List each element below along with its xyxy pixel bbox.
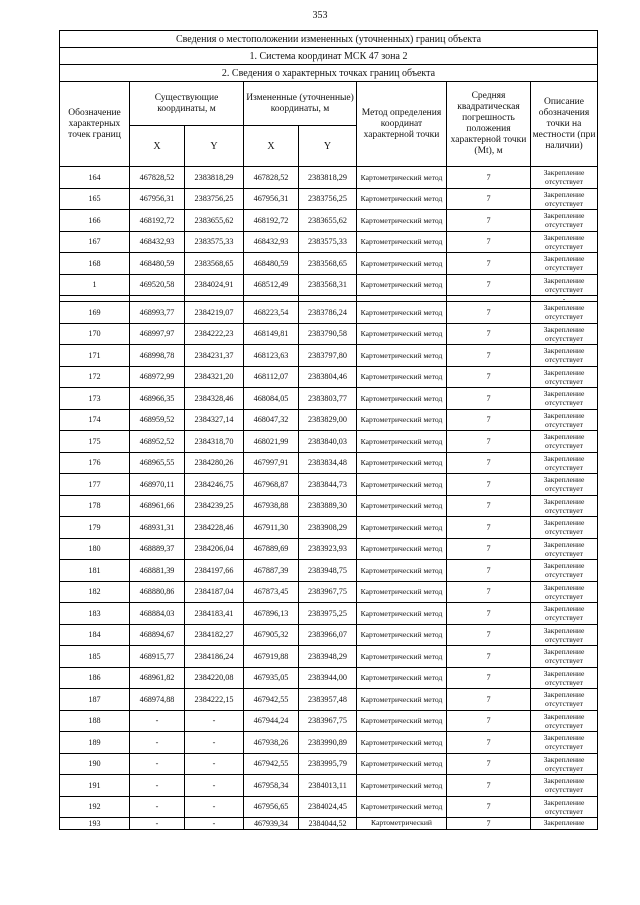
existing-y-cell: 2383818,29 (185, 167, 244, 189)
changed-y-cell: 2384044,52 (299, 818, 357, 830)
accuracy-cell: 7 (447, 274, 531, 296)
method-cell: Картометрический метод (357, 231, 447, 253)
col-header-accuracy: Средняя квадратическая погрешность положения характерной точки (Mt), м (447, 82, 531, 167)
method-cell: Картометрический метод (357, 302, 447, 324)
description-cell: Закрепление (531, 818, 598, 830)
table-row (60, 646, 598, 668)
table-row (60, 818, 598, 830)
accuracy-cell: 7 (447, 689, 531, 711)
table-row (60, 560, 598, 582)
description-cell: Закрепление отсутствует (531, 274, 598, 296)
existing-x-cell: 468972,99 (130, 366, 185, 388)
changed-x-cell: 467942,55 (244, 753, 299, 775)
point-number-cell: 181 (60, 560, 130, 582)
changed-y-cell: 2383803,77 (299, 388, 357, 410)
changed-x-cell: 468223,54 (244, 302, 299, 324)
existing-x-cell: 468931,31 (130, 517, 185, 539)
changed-y-cell: 2383889,30 (299, 495, 357, 517)
accuracy-cell: 7 (447, 302, 531, 324)
method-cell: Картометрический метод (357, 538, 447, 560)
accuracy-cell: 7 (447, 624, 531, 646)
table-title: Сведения о местоположении измененных (уточненных) границ объекта (60, 31, 598, 48)
description-cell: Закрепление отсутствует (531, 323, 598, 345)
changed-x-cell: 468123,63 (244, 345, 299, 367)
changed-x-cell: 467889,69 (244, 538, 299, 560)
existing-y-cell: - (185, 775, 244, 797)
point-number-cell: 167 (60, 231, 130, 253)
table-row (60, 753, 598, 775)
changed-x-cell: 468192,72 (244, 210, 299, 232)
changed-y-cell: 2383948,75 (299, 560, 357, 582)
point-number-cell: 192 (60, 796, 130, 818)
point-number-cell: 182 (60, 581, 130, 603)
method-cell: Картометрический метод (357, 710, 447, 732)
col-header-designation: Обозначение характерных точек границ (60, 82, 130, 167)
point-number-cell: 168 (60, 253, 130, 275)
existing-y-cell: - (185, 818, 244, 830)
point-number-cell: 173 (60, 388, 130, 410)
accuracy-cell: 7 (447, 323, 531, 345)
changed-y-cell: 2383990,89 (299, 732, 357, 754)
accuracy-cell: 7 (447, 495, 531, 517)
existing-x-cell: 468970,11 (130, 474, 185, 496)
changed-y-cell: 2383786,24 (299, 302, 357, 324)
description-cell: Закрепление отсутствует (531, 646, 598, 668)
col-header-existing-x: X (130, 126, 185, 167)
existing-y-cell: 2384246,75 (185, 474, 244, 496)
method-cell: Картометрический метод (357, 581, 447, 603)
accuracy-cell: 7 (447, 796, 531, 818)
existing-y-cell: 2384231,37 (185, 345, 244, 367)
col-header-changed-y: Y (299, 126, 357, 167)
accuracy-cell: 7 (447, 388, 531, 410)
point-number-cell: 193 (60, 818, 130, 830)
point-number-cell: 180 (60, 538, 130, 560)
existing-y-cell: 2384327,14 (185, 409, 244, 431)
existing-y-cell: 2384280,26 (185, 452, 244, 474)
description-cell: Закрепление отсутствует (531, 388, 598, 410)
table-row (60, 431, 598, 453)
changed-y-cell: 2383655,62 (299, 210, 357, 232)
point-number-cell: 166 (60, 210, 130, 232)
changed-y-cell: 2383967,75 (299, 581, 357, 603)
existing-x-cell: 468952,52 (130, 431, 185, 453)
point-number-cell: 169 (60, 302, 130, 324)
existing-x-cell: 468894,67 (130, 624, 185, 646)
point-number-cell: 189 (60, 732, 130, 754)
existing-x-cell: 468915,77 (130, 646, 185, 668)
accuracy-cell: 7 (447, 710, 531, 732)
description-cell: Закрепление отсутствует (531, 689, 598, 711)
point-number-cell: 171 (60, 345, 130, 367)
changed-x-cell: 467938,88 (244, 495, 299, 517)
existing-x-cell: - (130, 818, 185, 830)
method-cell: Картометрический метод (357, 732, 447, 754)
existing-x-cell: 468192,72 (130, 210, 185, 232)
description-cell: Закрепление отсутствует (531, 581, 598, 603)
existing-y-cell: - (185, 796, 244, 818)
table-row (60, 603, 598, 625)
method-cell: Картометрический метод (357, 667, 447, 689)
changed-y-cell: 2383975,25 (299, 603, 357, 625)
col-header-method: Метод определения координат характерной точки (357, 82, 447, 167)
table-row (60, 302, 598, 324)
existing-x-cell: 468974,88 (130, 689, 185, 711)
table-row (60, 188, 598, 210)
description-cell: Закрепление отсутствует (531, 517, 598, 539)
existing-y-cell: 2383575,33 (185, 231, 244, 253)
changed-y-cell: 2383818,29 (299, 167, 357, 189)
existing-y-cell: 2384219,07 (185, 302, 244, 324)
description-cell: Закрепление отсутствует (531, 474, 598, 496)
method-cell: Картометрический метод (357, 409, 447, 431)
method-cell: Картометрический метод (357, 452, 447, 474)
method-cell: Картометрический метод (357, 210, 447, 232)
description-cell: Закрепление отсутствует (531, 667, 598, 689)
description-cell: Закрепление отсутствует (531, 188, 598, 210)
existing-y-cell: - (185, 732, 244, 754)
table-row (60, 388, 598, 410)
point-number-cell: 186 (60, 667, 130, 689)
description-cell: Закрепление отсутствует (531, 345, 598, 367)
col-header-existing: Существующие координаты, м (130, 82, 244, 126)
accuracy-cell: 7 (447, 253, 531, 275)
changed-x-cell: 468047,32 (244, 409, 299, 431)
existing-x-cell: 468889,37 (130, 538, 185, 560)
changed-y-cell: 2383575,33 (299, 231, 357, 253)
changed-y-cell: 2383834,48 (299, 452, 357, 474)
point-number-cell: 183 (60, 603, 130, 625)
existing-y-cell: - (185, 753, 244, 775)
coordinate-system-caption: 1. Система координат МСК 47 зона 2 (60, 48, 598, 65)
table-row (60, 517, 598, 539)
changed-x-cell: 467956,65 (244, 796, 299, 818)
point-number-cell: 1 (60, 274, 130, 296)
accuracy-cell: 7 (447, 581, 531, 603)
existing-x-cell: 468884,03 (130, 603, 185, 625)
changed-x-cell: 467919,88 (244, 646, 299, 668)
accuracy-cell: 7 (447, 753, 531, 775)
method-cell: Картометрический метод (357, 431, 447, 453)
method-cell: Картометрический метод (357, 366, 447, 388)
changed-x-cell: 468149,81 (244, 323, 299, 345)
method-cell: Картометрический метод (357, 775, 447, 797)
table-row (60, 474, 598, 496)
existing-x-cell: 467956,31 (130, 188, 185, 210)
accuracy-cell: 7 (447, 210, 531, 232)
changed-y-cell: 2383957,48 (299, 689, 357, 711)
changed-x-cell: 467905,32 (244, 624, 299, 646)
changed-x-cell: 467939,34 (244, 818, 299, 830)
description-cell: Закрепление отсутствует (531, 710, 598, 732)
description-cell: Закрепление отсутствует (531, 560, 598, 582)
description-cell: Закрепление отсутствует (531, 431, 598, 453)
table-row (60, 231, 598, 253)
boundary-points-table (59, 30, 598, 830)
table-row (60, 667, 598, 689)
description-cell: - (531, 296, 598, 302)
changed-y-cell: 2383804,46 (299, 366, 357, 388)
table-row (60, 796, 598, 818)
table-row (60, 689, 598, 711)
description-cell: Закрепление отсутствует (531, 253, 598, 275)
table-row (60, 452, 598, 474)
existing-y-cell: 2384182,27 (185, 624, 244, 646)
existing-y-cell: 2384222,15 (185, 689, 244, 711)
changed-y-cell: 2383840,03 (299, 431, 357, 453)
existing-x-cell: 468432,93 (130, 231, 185, 253)
changed-y-cell: 2383944,00 (299, 667, 357, 689)
table-row (60, 495, 598, 517)
point-number-cell: 178 (60, 495, 130, 517)
table-row (60, 210, 598, 232)
method-cell: Картометрический метод (357, 167, 447, 189)
existing-y-cell: 2383756,25 (185, 188, 244, 210)
method-cell: Картометрический метод (357, 517, 447, 539)
description-cell: Закрепление отсутствует (531, 775, 598, 797)
method-cell: Картометрический (357, 818, 447, 830)
description-cell: Закрепление отсутствует (531, 210, 598, 232)
existing-x-cell: 468959,52 (130, 409, 185, 431)
existing-y-cell: 2384183,41 (185, 603, 244, 625)
point-number-cell: 184 (60, 624, 130, 646)
existing-x-cell: 468881,39 (130, 560, 185, 582)
changed-y-cell: 2383829,00 (299, 409, 357, 431)
table-row (60, 409, 598, 431)
changed-x-cell: 467997,91 (244, 452, 299, 474)
accuracy-cell: 7 (447, 560, 531, 582)
existing-y-cell: 2384024,91 (185, 274, 244, 296)
changed-y-cell: 2383948,29 (299, 646, 357, 668)
table-row (60, 323, 598, 345)
table-row (60, 710, 598, 732)
changed-x-cell: 468084,05 (244, 388, 299, 410)
col-header-changed: Измененные (уточненные) координаты, м (244, 82, 357, 126)
points-section-caption: 2. Сведения о характерных точках границ объекта (60, 65, 598, 82)
description-cell: Закрепление отсутствует (531, 753, 598, 775)
method-cell: Картометрический метод (357, 253, 447, 275)
point-number-cell: 187 (60, 689, 130, 711)
changed-y-cell: 2383797,80 (299, 345, 357, 367)
existing-x-cell: 468880,86 (130, 581, 185, 603)
existing-x-cell: 468480,59 (130, 253, 185, 275)
point-number-cell: 165 (60, 188, 130, 210)
method-cell: Картометрический метод (357, 796, 447, 818)
existing-x-cell: 468961,66 (130, 495, 185, 517)
point-number-cell: 185 (60, 646, 130, 668)
existing-x-cell: 467828,52 (130, 167, 185, 189)
point-number-cell: 177 (60, 474, 130, 496)
table-row (60, 624, 598, 646)
existing-y-cell: 2384222,23 (185, 323, 244, 345)
existing-x-cell: 468997,97 (130, 323, 185, 345)
changed-x-cell: 468480,59 (244, 253, 299, 275)
col-header-description: Описание обозначения точки на местности (при наличии) (531, 82, 598, 167)
method-cell: Картометрический метод (357, 560, 447, 582)
accuracy-cell: 7 (447, 646, 531, 668)
method-cell: Картометрический метод (357, 495, 447, 517)
changed-y-cell: 2383995,79 (299, 753, 357, 775)
existing-y-cell: - (185, 710, 244, 732)
table-row (60, 167, 598, 189)
existing-x-cell: 468998,78 (130, 345, 185, 367)
accuracy-cell: 7 (447, 775, 531, 797)
point-number-cell: 175 (60, 431, 130, 453)
description-cell: Закрепление отсутствует (531, 796, 598, 818)
changed-x-cell: 468432,93 (244, 231, 299, 253)
changed-y-cell: 2384013,11 (299, 775, 357, 797)
existing-x-cell: - (130, 753, 185, 775)
method-cell: Картометрический метод (357, 624, 447, 646)
point-number-cell: 176 (60, 452, 130, 474)
accuracy-cell: 7 (447, 231, 531, 253)
accuracy-cell: 7 (447, 667, 531, 689)
description-cell: Закрепление отсутствует (531, 538, 598, 560)
method-cell: Картометрический метод (357, 646, 447, 668)
accuracy-cell: 7 (447, 452, 531, 474)
changed-x-cell: 467944,24 (244, 710, 299, 732)
page-number: 353 (312, 10, 328, 21)
method-cell: Картометрический метод (357, 188, 447, 210)
changed-x-cell: 468021,99 (244, 431, 299, 453)
table-row (60, 581, 598, 603)
existing-x-cell: - (130, 732, 185, 754)
existing-y-cell: 2384321,20 (185, 366, 244, 388)
description-cell: Закрепление отсутствует (531, 452, 598, 474)
existing-y-cell: 2384328,46 (185, 388, 244, 410)
method-cell: Картометрический метод (357, 274, 447, 296)
existing-x-cell: - (130, 775, 185, 797)
method-cell: Картометрический метод (357, 603, 447, 625)
changed-x-cell: 468512,49 (244, 274, 299, 296)
point-number-cell: 170 (60, 323, 130, 345)
method-cell: Картометрический метод (357, 474, 447, 496)
changed-y-cell: 2383790,58 (299, 323, 357, 345)
existing-y-cell: 2384197,66 (185, 560, 244, 582)
description-cell: Закрепление отсутствует (531, 409, 598, 431)
accuracy-cell: 7 (447, 474, 531, 496)
description-cell: Закрепление отсутствует (531, 603, 598, 625)
table-row (60, 538, 598, 560)
point-number-cell: 172 (60, 366, 130, 388)
changed-y-cell: 2383568,65 (299, 253, 357, 275)
changed-x-cell: 467956,31 (244, 188, 299, 210)
changed-x-cell: 467958,34 (244, 775, 299, 797)
accuracy-cell: 7 (447, 345, 531, 367)
changed-y-cell: 2383756,25 (299, 188, 357, 210)
col-header-changed-x: X (244, 126, 299, 167)
changed-x-cell: 467938,26 (244, 732, 299, 754)
point-number-cell: 190 (60, 753, 130, 775)
changed-x-cell: 467911,30 (244, 517, 299, 539)
changed-y-cell: 2383844,73 (299, 474, 357, 496)
table-row (60, 366, 598, 388)
changed-x-cell: 467896,13 (244, 603, 299, 625)
accuracy-cell: 7 (447, 732, 531, 754)
existing-x-cell: - (130, 710, 185, 732)
changed-x-cell: 467968,87 (244, 474, 299, 496)
description-cell: Закрепление отсутствует (531, 231, 598, 253)
method-cell: Картометрический метод (357, 689, 447, 711)
existing-x-cell: 468961,82 (130, 667, 185, 689)
changed-y-cell: 2383923,93 (299, 538, 357, 560)
existing-x-cell: 468966,35 (130, 388, 185, 410)
changed-x-cell: 467942,55 (244, 689, 299, 711)
changed-x-cell: 467935,05 (244, 667, 299, 689)
changed-x-cell: 467828,52 (244, 167, 299, 189)
existing-x-cell: 468965,55 (130, 452, 185, 474)
changed-x-cell: 468112,07 (244, 366, 299, 388)
table-row (60, 732, 598, 754)
accuracy-cell: 7 (447, 167, 531, 189)
point-number-cell: 188 (60, 710, 130, 732)
existing-y-cell: 2384318,70 (185, 431, 244, 453)
existing-y-cell: 2384187,04 (185, 581, 244, 603)
method-cell: Картометрический метод (357, 388, 447, 410)
accuracy-cell: 7 (447, 538, 531, 560)
changed-y-cell: 2383908,29 (299, 517, 357, 539)
method-cell: Картометрический метод (357, 345, 447, 367)
method-cell: Картометрический метод (357, 323, 447, 345)
changed-y-cell: 2384024,45 (299, 796, 357, 818)
point-number-cell: 179 (60, 517, 130, 539)
existing-y-cell: 2384220,08 (185, 667, 244, 689)
method-cell: Картометрический метод (357, 753, 447, 775)
changed-x-cell: 467887,39 (244, 560, 299, 582)
table-row (60, 345, 598, 367)
accuracy-cell: 7 (447, 818, 531, 830)
accuracy-cell: 7 (447, 188, 531, 210)
existing-x-cell: 469520,58 (130, 274, 185, 296)
table-row (60, 775, 598, 797)
table-row (60, 274, 598, 296)
changed-x-cell: 467873,45 (244, 581, 299, 603)
existing-y-cell: 2384186,24 (185, 646, 244, 668)
accuracy-cell: 7 (447, 517, 531, 539)
description-cell: Закрепление отсутствует (531, 167, 598, 189)
description-cell: Закрепление отсутствует (531, 624, 598, 646)
existing-y-cell: 2384228,46 (185, 517, 244, 539)
accuracy-cell: 7 (447, 603, 531, 625)
description-cell: Закрепление отсутствует (531, 732, 598, 754)
point-number-cell: 174 (60, 409, 130, 431)
description-cell: Закрепление отсутствует (531, 366, 598, 388)
existing-x-cell: - (130, 796, 185, 818)
table-row (60, 253, 598, 275)
point-number-cell: 164 (60, 167, 130, 189)
existing-y-cell: 2383655,62 (185, 210, 244, 232)
col-header-existing-y: Y (185, 126, 244, 167)
existing-y-cell: 2383568,65 (185, 253, 244, 275)
accuracy-cell: 7 (447, 409, 531, 431)
changed-y-cell: 2383568,31 (299, 274, 357, 296)
accuracy-cell: 7 (447, 431, 531, 453)
changed-y-cell: 2383967,75 (299, 710, 357, 732)
point-number-cell: 191 (60, 775, 130, 797)
existing-y-cell: 2384206,04 (185, 538, 244, 560)
description-cell: Закрепление отсутствует (531, 302, 598, 324)
changed-y-cell: 2383966,07 (299, 624, 357, 646)
description-cell: Закрепление отсутствует (531, 495, 598, 517)
existing-x-cell: 468993,77 (130, 302, 185, 324)
existing-y-cell: 2384239,25 (185, 495, 244, 517)
accuracy-cell: 7 (447, 366, 531, 388)
